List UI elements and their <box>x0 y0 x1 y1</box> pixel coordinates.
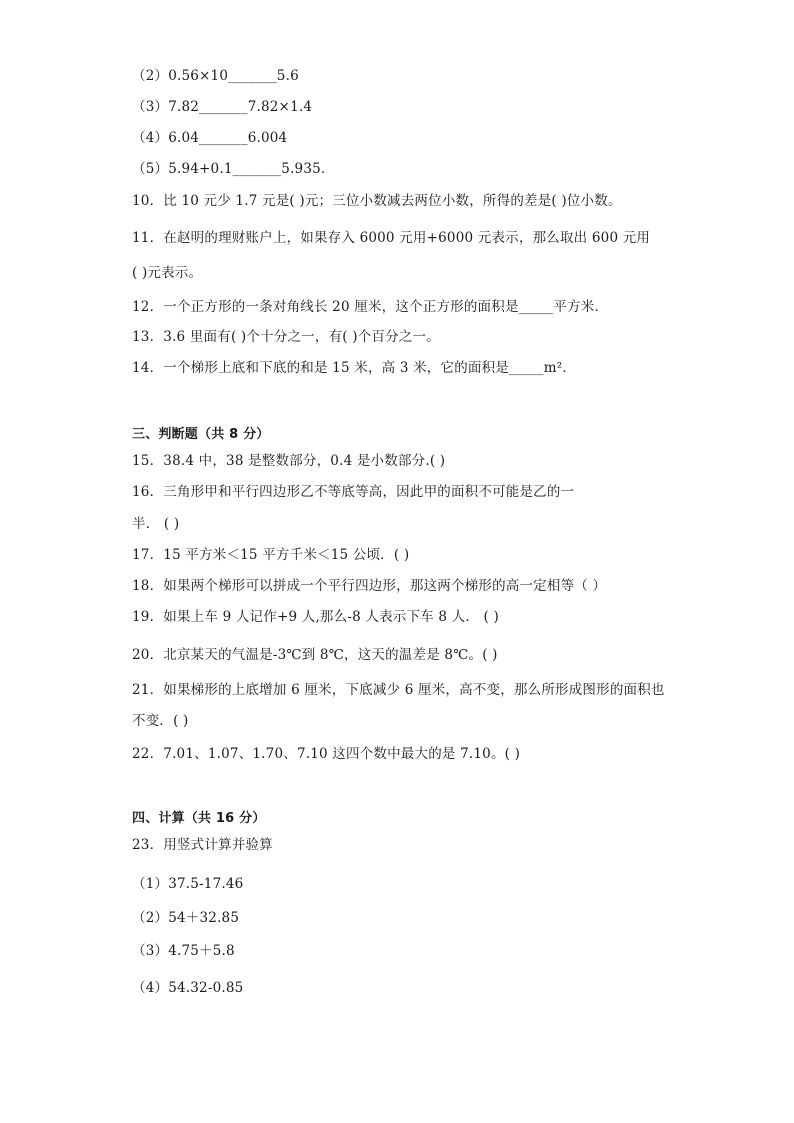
question-11-line-1: 11．在赵明的理财账户上，如果存入 6000 元用+6000 元表示，那么取出 600 元用 <box>132 230 651 246</box>
question-18: 18．如果两个梯形可以拼成一个平行四边形，那这两个梯形的高一定相等（ ） <box>132 578 607 594</box>
q23-item-3: （3）4.75＋5.8 <box>132 943 235 959</box>
question-11-line-2: ( )元表示。 <box>132 265 203 281</box>
question-10: 10．比 10 元少 1.7 元是( )元；三位小数减去两位小数，所得的差是( )位小数。 <box>132 193 622 209</box>
q9-item-3: （3）7.82_______7.82×1.4 <box>132 99 313 115</box>
question-14: 14．一个梯形上底和下底的和是 15 米，高 3 米，它的面积是_____m²． <box>132 360 577 376</box>
q23-item-1: （1）37.5-17.46 <box>132 876 244 892</box>
question-16-line-2: 半． ( ) <box>132 516 180 532</box>
question-23: 23．用竖式计算并验算 <box>132 837 273 853</box>
q23-item-4: （4）54.32-0.85 <box>132 980 244 996</box>
section-4-heading: 四、计算（共 16 分） <box>132 811 266 826</box>
question-16-line-1: 16．三角形甲和平行四边形乙不等底等高，因此甲的面积不可能是乙的一 <box>132 484 575 500</box>
q9-item-4: （4）6.04_______6.004 <box>132 130 288 146</box>
question-17: 17．15 平方米＜15 平方千米＜15 公顷．( ) <box>132 547 410 563</box>
section-3-heading: 三、判断题（共 8 分） <box>132 427 270 442</box>
question-21-line-2: 不变．( ) <box>132 713 189 729</box>
q9-item-2: （2）0.56×10_______5.6 <box>132 68 299 84</box>
question-13: 13．3.6 里面有( )个十分之一，有( )个百分之一。 <box>132 329 440 345</box>
question-20: 20．北京某天的气温是-3℃到 8℃，这天的温差是 8℃。( ) <box>132 647 498 663</box>
question-21-line-1: 21．如果梯形的上底增加 6 厘米，下底减少 6 厘米，高不变，那么所形成图形的面积也 <box>132 682 665 698</box>
question-15: 15．38.4 中，38 是整数部分，0.4 是小数部分.( ) <box>132 453 446 469</box>
q9-item-5: （5）5.94+0.1_______5.935． <box>132 161 335 177</box>
question-22: 22．7.01、1.07、1.70、7.10 这四个数中最大的是 7.10。( ) <box>132 746 521 762</box>
question-12: 12．一个正方形的一条对角线长 20 厘米，这个正方形的面积是_____平方米． <box>132 299 609 315</box>
q23-item-2: （2）54＋32.85 <box>132 910 240 926</box>
question-19: 19．如果上车 9 人记作+9 人,那么-8 人表示下车 8 人． ( ) <box>132 609 499 625</box>
